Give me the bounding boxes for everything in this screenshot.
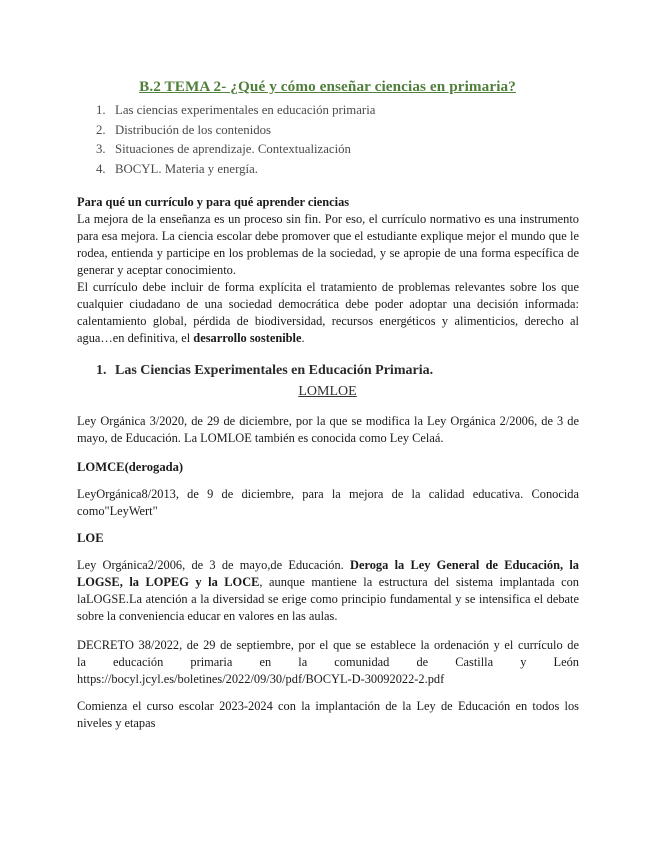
intro-heading: Para qué un currículo y para qué aprender ciencias [77, 195, 350, 209]
decreto-line-1: DECRETO 38/2022, de 29 de septiembre, por el que se establece la ordenación y el currículo de [77, 638, 579, 652]
sustainable-development-term: desarrollo sostenible [193, 331, 302, 345]
intro-paragraph-2-text: El currículo debe incluir de forma explícita el tratamiento de problemas relevantes sobre los que cualquier ciudadano de una sociedad democrática debe poder adoptar una decisión informada: calentamiento global, pérdida de biodiversidad, recursos energéticos y alimenticios, derecho al agua…en definitiva, el [77, 280, 579, 345]
loe-text-start: Ley Orgánica2/2006, de 3 de mayo,de Educación. [77, 558, 351, 572]
toc-number: 2. [96, 122, 106, 137]
section-title: Las Ciencias Experimentales en Educación Primaria. [115, 363, 434, 378]
decreto-paragraph [77, 637, 579, 688]
school-year-paragraph: Comienza el curso escolar 2023-2024 con la implantación de la Ley de Educación en todos los niveles y etapas [77, 699, 579, 730]
lomloe-subtitle: LOMLOE [298, 384, 357, 399]
intro-paragraph-1: La mejora de la enseñanza es un proceso sin fin. Por eso, el currículo normativo es una instrumento para esa mejora. La ciencia escolar debe promover que el estudiante explique mejor el mundo que le rodea, entienda y participe en los problemas de la sociedad, y se apropie de una forma específica de generar y aceptar conocimiento. [77, 212, 579, 277]
loe-text-end: , aunque mantiene la estructura del sistema implantada con laLOGSE.La atención a la diversidad se erige como principio fundamental y se intensifica el debate sobre la conveniencia educar en valores en las aulas. [77, 575, 579, 623]
lomce-heading: LOMCE(derogada) [77, 460, 184, 474]
toc-label: Situaciones de aprendizaje. Contextualización [115, 142, 351, 157]
lomloe-paragraph: Ley Orgánica 3/2020, de 29 de diciembre, por la que se modifica la Ley Orgánica 2/2006, de 3 de mayo, de Educación. La LOMLOE también es conocida como Ley Celaá. [77, 414, 579, 445]
toc-label: Las ciencias experimentales en educación primaria [115, 103, 376, 117]
section-number: 1. [96, 363, 107, 378]
toc-item [96, 160, 375, 180]
page-title: B.2 TEMA 2- ¿Qué y cómo enseñar ciencias en primaria? [139, 78, 516, 95]
toc-number: 3. [96, 142, 106, 157]
intro-paragraph-2 [77, 279, 579, 347]
toc-number: 4. [96, 161, 106, 176]
toc-label: BOCYL. Materia y energía. [115, 161, 258, 176]
loe-paragraph [77, 557, 579, 625]
toc-item [96, 140, 375, 160]
toc-item [96, 121, 375, 141]
loe-derogations: Deroga la Ley General de Educación, la LOGSE, la LOPEG y la LOCE [77, 558, 579, 589]
decreto-link[interactable]: https://bocyl.jcyl.es/boletines/2022/09/30/pdf/BOCYL-D-30092022-2.pdf [77, 672, 445, 686]
intro-paragraph-2-end: . [301, 331, 305, 345]
toc-label: Distribución de los contenidos [115, 122, 272, 137]
section-heading [96, 362, 433, 379]
toc-number: 1. [96, 103, 106, 117]
decreto-line-2: la educación primaria en la comunidad de Castilla y León [77, 655, 579, 669]
toc-item [96, 101, 375, 121]
table-of-contents [96, 101, 375, 179]
lomce-paragraph: LeyOrgánica8/2013, de 9 de diciembre, para la mejora de la calidad educativa. Conocida como"LeyWert" [77, 487, 579, 518]
loe-heading: LOE [77, 531, 104, 545]
